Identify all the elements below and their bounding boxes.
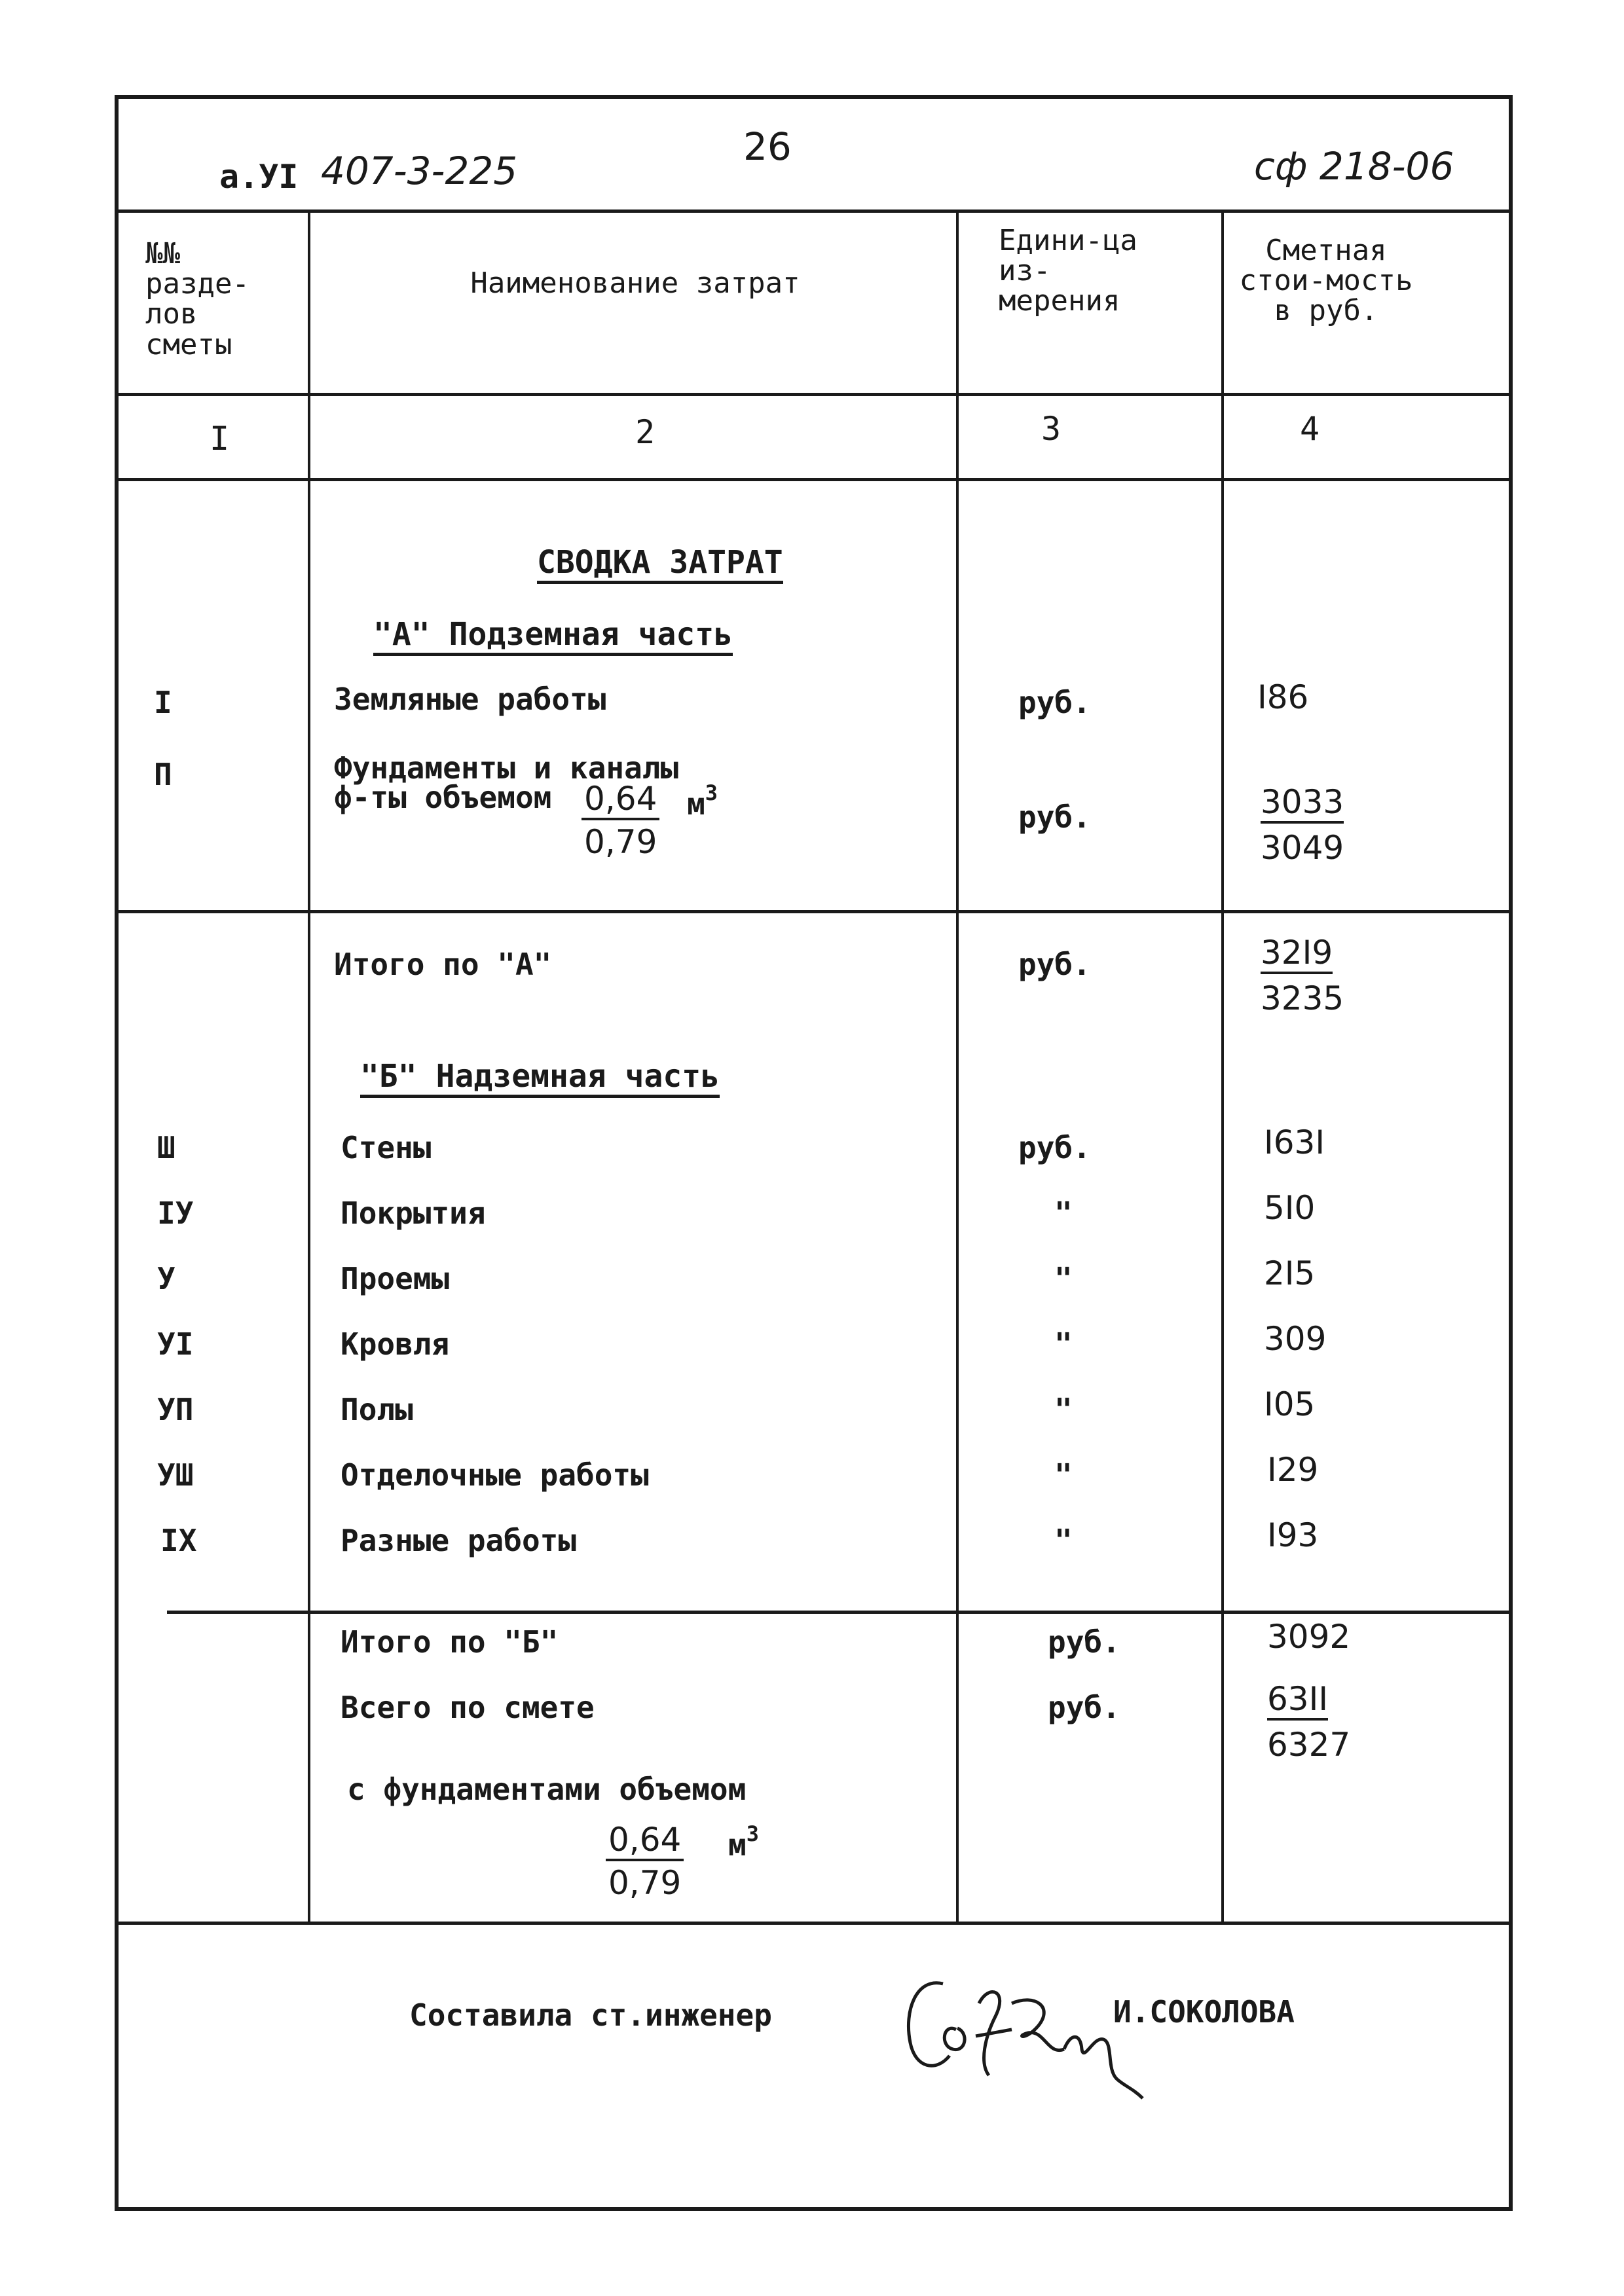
row-name-line1: Фундаменты и каналы: [334, 750, 679, 786]
column-header-divider: [115, 393, 1513, 396]
row-cost: [1261, 783, 1344, 867]
volume-numerator: 0,64: [606, 1823, 684, 1861]
row-cost: 2I5: [1264, 1254, 1316, 1292]
row-name-line2: ф-ты объемом: [334, 780, 552, 815]
album-code: а.УI: [219, 158, 299, 196]
total-b-unit: руб.: [1048, 1624, 1120, 1660]
row-name: Полы: [341, 1392, 413, 1427]
cost-revised: 3235: [1261, 979, 1344, 1017]
column-header-unit: Едини-ца из-мерения: [999, 224, 1137, 318]
grand-total-name: Всего по смете: [341, 1690, 595, 1725]
sheet-code: сф 218-06: [1254, 144, 1454, 189]
row-cost: I86: [1257, 678, 1309, 716]
row-unit: ": [1054, 1457, 1073, 1493]
row-section: IУ: [157, 1195, 194, 1231]
row-name: Разные работы: [341, 1523, 577, 1558]
volume-exponent: 3: [705, 780, 718, 805]
total-b-cost: 3092: [1267, 1618, 1351, 1656]
volume-fraction: [606, 1821, 684, 1902]
row-unit: ": [1054, 1261, 1073, 1296]
row-section: УI: [157, 1326, 194, 1362]
row-section: У: [157, 1261, 175, 1296]
column-number-3: 3: [1041, 410, 1061, 448]
volume-unit: м: [687, 786, 705, 822]
row-section: УП: [157, 1392, 194, 1427]
row-cost: 309: [1264, 1320, 1327, 1358]
row-section: УШ: [157, 1457, 194, 1493]
foundations-note: с фундаментами объемом: [347, 1772, 747, 1807]
page-number: 26: [743, 124, 792, 169]
row-cost: I29: [1267, 1451, 1319, 1489]
column-header-section: №№ разде-лов сметы: [145, 237, 249, 361]
grand-total-cost: [1267, 1680, 1351, 1764]
row-name: Отделочные работы: [341, 1457, 649, 1493]
row-section: IX: [160, 1523, 197, 1558]
row-name: Проемы: [341, 1261, 450, 1296]
row-cost: I93: [1267, 1516, 1319, 1554]
compiler-name: И.СОКОЛОВА: [1113, 1994, 1295, 2030]
volume-fraction: [581, 780, 659, 861]
row-name: Кровля: [341, 1326, 450, 1362]
summary-title: СВОДКА ЗАТРАТ: [537, 547, 783, 584]
row-cost: I63I: [1264, 1123, 1325, 1161]
column-header-cost: Сметная стои-мость в руб.: [1239, 234, 1413, 328]
column-number-4: 4: [1300, 410, 1320, 448]
column-number-1: I: [210, 420, 230, 458]
row-unit: ": [1054, 1523, 1073, 1558]
row-cost: I05: [1264, 1385, 1316, 1423]
row-name: Земляные работы: [334, 682, 606, 717]
total-a-unit: руб.: [1018, 947, 1091, 982]
volume-denominator: 0,79: [608, 1864, 682, 1902]
foundation-volume: [334, 780, 718, 861]
part-a-divider: [115, 910, 1513, 913]
column-divider-1: [308, 210, 310, 1923]
column-number-2: 2: [635, 413, 655, 451]
row-unit: ": [1054, 1195, 1073, 1231]
row-section: Ш: [157, 1130, 175, 1165]
cost-original: 3033: [1261, 786, 1344, 824]
row-unit: руб.: [1018, 685, 1091, 720]
row-unit: руб.: [1018, 1130, 1091, 1165]
header-divider: [115, 210, 1513, 213]
part-b-divider: [167, 1611, 1513, 1614]
total-a-name: Итого по "А": [334, 947, 552, 982]
part-b-title: "Б" Надземная часть: [360, 1061, 720, 1098]
volume-denominator: 0,79: [584, 823, 657, 861]
column-header-name: Наименование затрат: [470, 266, 800, 300]
column-divider-3: [1221, 210, 1224, 1923]
row-section: П: [154, 757, 172, 792]
volume-exponent: 3: [746, 1821, 759, 1846]
compiled-by: Составила ст.инженер: [409, 1997, 772, 2033]
row-unit: ": [1054, 1392, 1073, 1427]
cost-revised: 3049: [1261, 829, 1344, 867]
cost-original: 63II: [1267, 1683, 1328, 1721]
part-a-title: "А" Подземная часть: [373, 619, 733, 656]
total-a-cost: [1261, 936, 1344, 1015]
total-b-name: Итого по "Б": [341, 1624, 559, 1660]
row-unit: руб.: [1018, 799, 1091, 835]
footer-divider: [115, 1922, 1513, 1925]
row-cost: 5I0: [1264, 1189, 1316, 1227]
cost-revised: 6327: [1267, 1726, 1351, 1764]
row-name: Покрытия: [341, 1195, 486, 1231]
project-code: 407-3-225: [321, 149, 518, 193]
cost-original: 32I9: [1261, 936, 1333, 974]
foundations-volume: [606, 1821, 759, 1902]
row-section: I: [154, 685, 172, 720]
volume-numerator: 0,64: [581, 782, 659, 820]
volume-unit: м: [728, 1827, 747, 1863]
row-unit: ": [1054, 1326, 1073, 1362]
column-number-divider: [115, 478, 1513, 481]
row-name: Стены: [341, 1130, 432, 1165]
signature: [897, 1958, 1146, 2121]
grand-total-unit: руб.: [1048, 1690, 1120, 1725]
column-divider-2: [956, 210, 959, 1923]
